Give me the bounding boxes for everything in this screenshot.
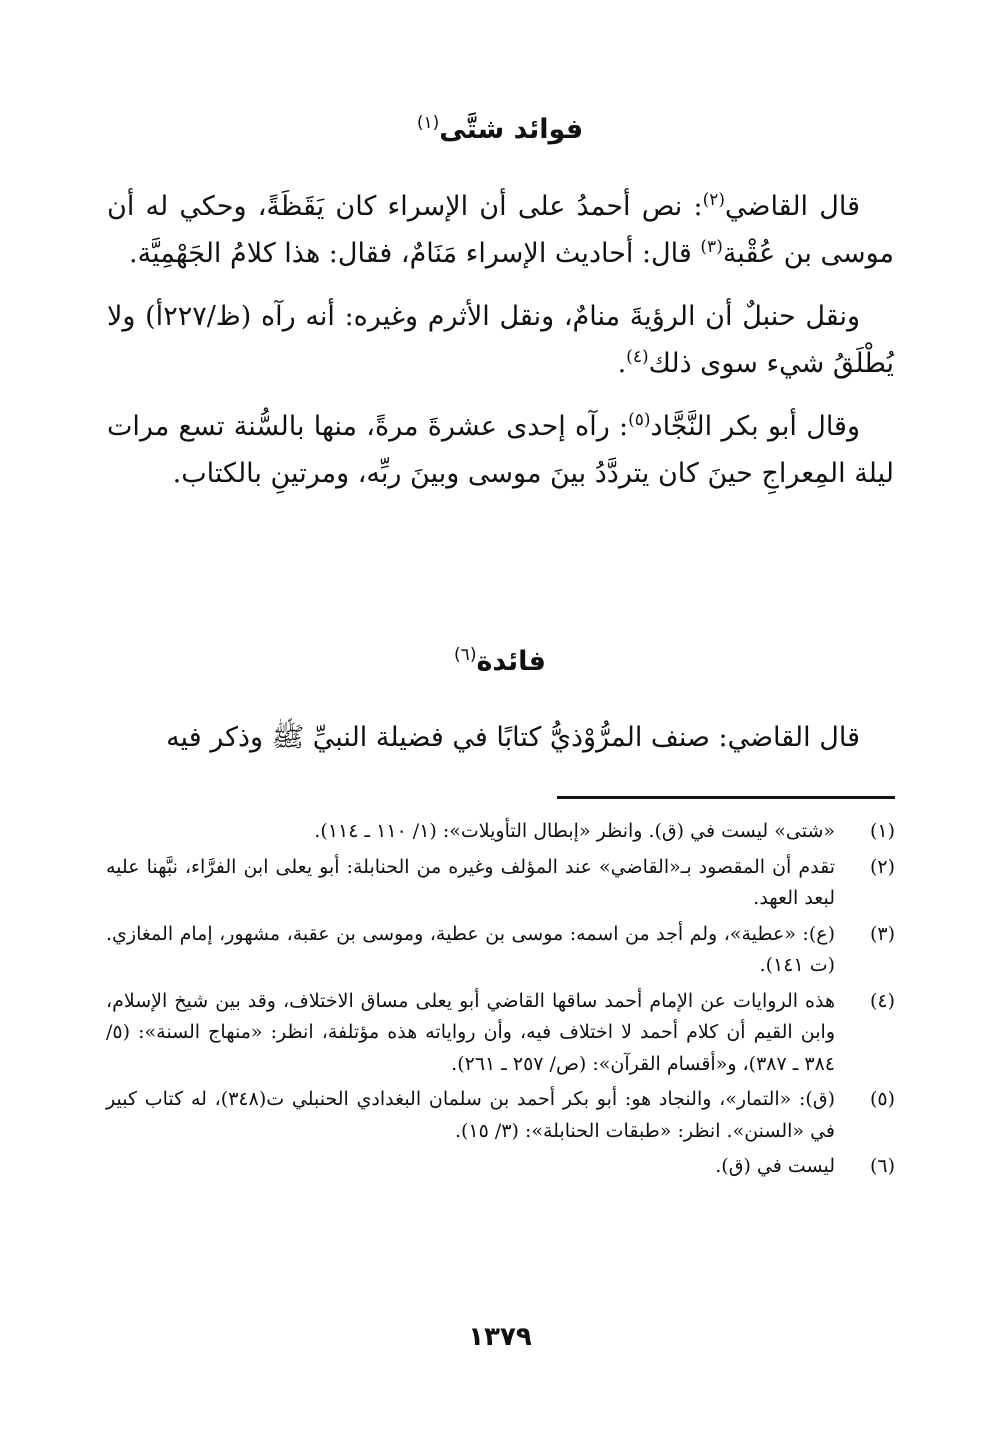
footnote-number: (٤) [869, 989, 895, 1012]
footnote-text: (ع): «عطية»، ولم أجد من اسمه: موسى بن عطية، وموسى بن عقبة، مشهور، إمام المغازي. (ت ١٤١). [106, 922, 835, 976]
paragraph: قال القاضي: صنف المرُّوْذيُّ كتابًا في فضيلة النبيِّ ﷺ وذكر فيه [166, 722, 860, 753]
footnote-text: تقدم أن المقصود بـ«القاضي» عند المؤلف وغيره من الحنابلة: أبو يعلى ابن الفرَّاء، نبَّهنا عليه لبعد العهد. [106, 855, 835, 909]
section-heading-fawaid [0, 112, 1000, 148]
footnote-ref: (٦) [454, 645, 477, 665]
paragraph [107, 293, 894, 387]
text-run: قال: أحاديث الإسراء مَنَامٌ، فقال: هذا كلامُ الجَهْمِيَّة. [129, 238, 701, 269]
footnote-number: (٣) [869, 922, 895, 945]
footnote [106, 852, 895, 915]
footnote [106, 1151, 895, 1183]
section-body-2 [107, 714, 894, 761]
footnote-number: (٦) [869, 1155, 895, 1177]
footnote-ref: (٤) [626, 347, 649, 367]
footnote-separator [557, 796, 895, 799]
heading-text: فوائد شتَّى [439, 114, 584, 145]
paragraph [107, 183, 894, 277]
footnote [106, 919, 895, 982]
text-run: : رآه إحدى عشرةَ مرةً، منها بالسُّنة تسع مرات ليلة المِعراجِ حينَ كان يتردَّدُ بينَ موسى وبينَ ربِّه، ومرتينِ بالكتاب. [107, 411, 894, 489]
footnote [106, 816, 895, 848]
footnote [106, 986, 895, 1081]
footnote-text: ليست في (ق). [715, 1155, 835, 1177]
footnote-number: (١) [869, 820, 895, 842]
section-heading-faida [0, 644, 1000, 680]
paragraph [107, 403, 894, 497]
text-run: ونقل حنبلٌ أن الرؤيةَ منامٌ، ونقل الأثرم وغيره: أنه رآه (ظ/٢٢٧أ) ولا يُطْلَقُ شيء سوى ذلك [107, 301, 894, 379]
text-run: : نص أحمدُ على أن الإسراء كان يَقَظَةً، وحكي له أن موسى بن عُقْبة [107, 191, 894, 269]
footnote-ref: (٥) [628, 410, 651, 430]
footnote-ref: (٢) [702, 190, 726, 210]
heading-text: فائدة [476, 646, 546, 677]
footnote-number: (٢) [869, 855, 895, 878]
page-number: ١٣٧٩ [468, 1322, 532, 1352]
footnote-ref: (٣) [700, 237, 723, 257]
text-run: . [617, 348, 627, 379]
text-run: وقال أبو بكر النَّجَّاد [650, 411, 860, 442]
footnote-text: هذه الروايات عن الإمام أحمد ساقها القاضي أبو يعلى مساق الاختلاف، وقد بين شيخ الإسلام، وابن القيم أن كلام أحمد لا اختلاف فيه، وأن رواياته هذه مؤتلفة، انظر: «منهاج السنة»: (٥/ ٣٨٤ ـ ٣٨٧)، و«أقسام القرآن»: (ص/ ٢٥٧ ـ ٢٦١). [106, 989, 835, 1075]
footnote-number: (٥) [869, 1088, 895, 1110]
footnotes [106, 816, 895, 1187]
text-run: قال القاضي [725, 191, 860, 222]
footnote-text: (ق): «التمار»، والنجاد هو: أبو بكر أحمد بن سلمان البغدادي الحنبلي ت(٣٤٨)، له كتاب كبير في «السنن». انظر: «طبقات الحنابلة»: (٣/ ١٥). [106, 1088, 835, 1142]
footnote-text: «شتى» ليست في (ق). وانظر «إبطال التأويلات»: (١/ ١١٠ ـ ١١٤). [314, 820, 835, 842]
footnote-ref: (١) [416, 113, 440, 133]
footnote [106, 1084, 895, 1147]
section-body-1 [107, 183, 894, 497]
